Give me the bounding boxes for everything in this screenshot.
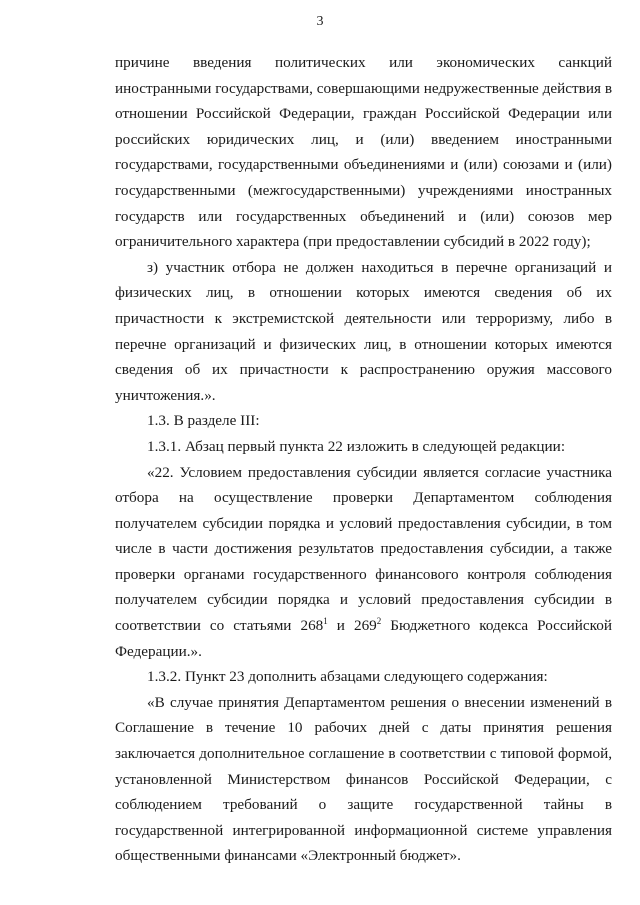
clause-22-text: «22. Условием предоставления субсидии является согласие участника отбора на осуществление проверки Департаментом соблюдения получателем субсидии порядка и условий предоставления субсидии, в том числе в части достижения результатов предоставления субсидии, а также проверки органами государственного финансового контроля соблюдения получателем субсидии порядка и условий предоставления субсидии в соответствии со статьями 268 (115, 463, 612, 635)
paragraph-1-3: 1.3. В разделе III: (147, 412, 260, 430)
paragraph-1-3-1: 1.3.1. Абзац первый пункта 22 изложить в следующей редакции: (147, 437, 566, 455)
paragraph-item-z: з) участник отбора не должен находиться в перечне организаций и физических лиц, в отношении которых имеются сведения об их причастности к экстремистской деятельности или терроризму, либо в перечне организаций и физических лиц, в отношении которых имеются сведения об их причастности к распространению оружия массового уничтожения.». (115, 258, 612, 404)
page-number: 3 (316, 14, 324, 29)
superscript-1: 1 (323, 616, 328, 626)
clause-22-text-and: и 269 (327, 617, 377, 635)
document-body (115, 50, 612, 869)
paragraph-1-3-2: 1.3.2. Пункт 23 дополнить абзацами следующего содержания: (147, 668, 548, 686)
paragraph-clause-22 (115, 460, 612, 665)
paragraph-agreement-changes: «В случае принятия Департаментом решения о внесении изменений в Соглашение в течение 10 рабочих дней с даты принятия решения заключается дополнительное соглашение в соответствии с типовой формой, установленной Министерством финансов Российской Федерации, с соблюдением требований о защите государственной тайны в государственной интегрированной информационной системе управления общественными финансами «Электронный бюджет». (115, 693, 612, 865)
superscript-2: 2 (376, 616, 382, 626)
paragraph-sanctions-continuation: причине введения политических или экономических санкций иностранными государствами, совершающими недружественные действия в отношении Российской Федерации, граждан Российской Федерации или российских юридических лиц, и (или) введением иностранными государствами, государственными объединениями и (или) союзами и (или) государственными (межгосударственными) учреждениями иностранных государств или государственных объединений и (или) союзов мер ограничительного характера (при предоставлении субсидий в 2022 году); (115, 54, 612, 251)
clause-22-text-end: Бюджетного кодекса Российской Федерации.». (115, 617, 612, 660)
